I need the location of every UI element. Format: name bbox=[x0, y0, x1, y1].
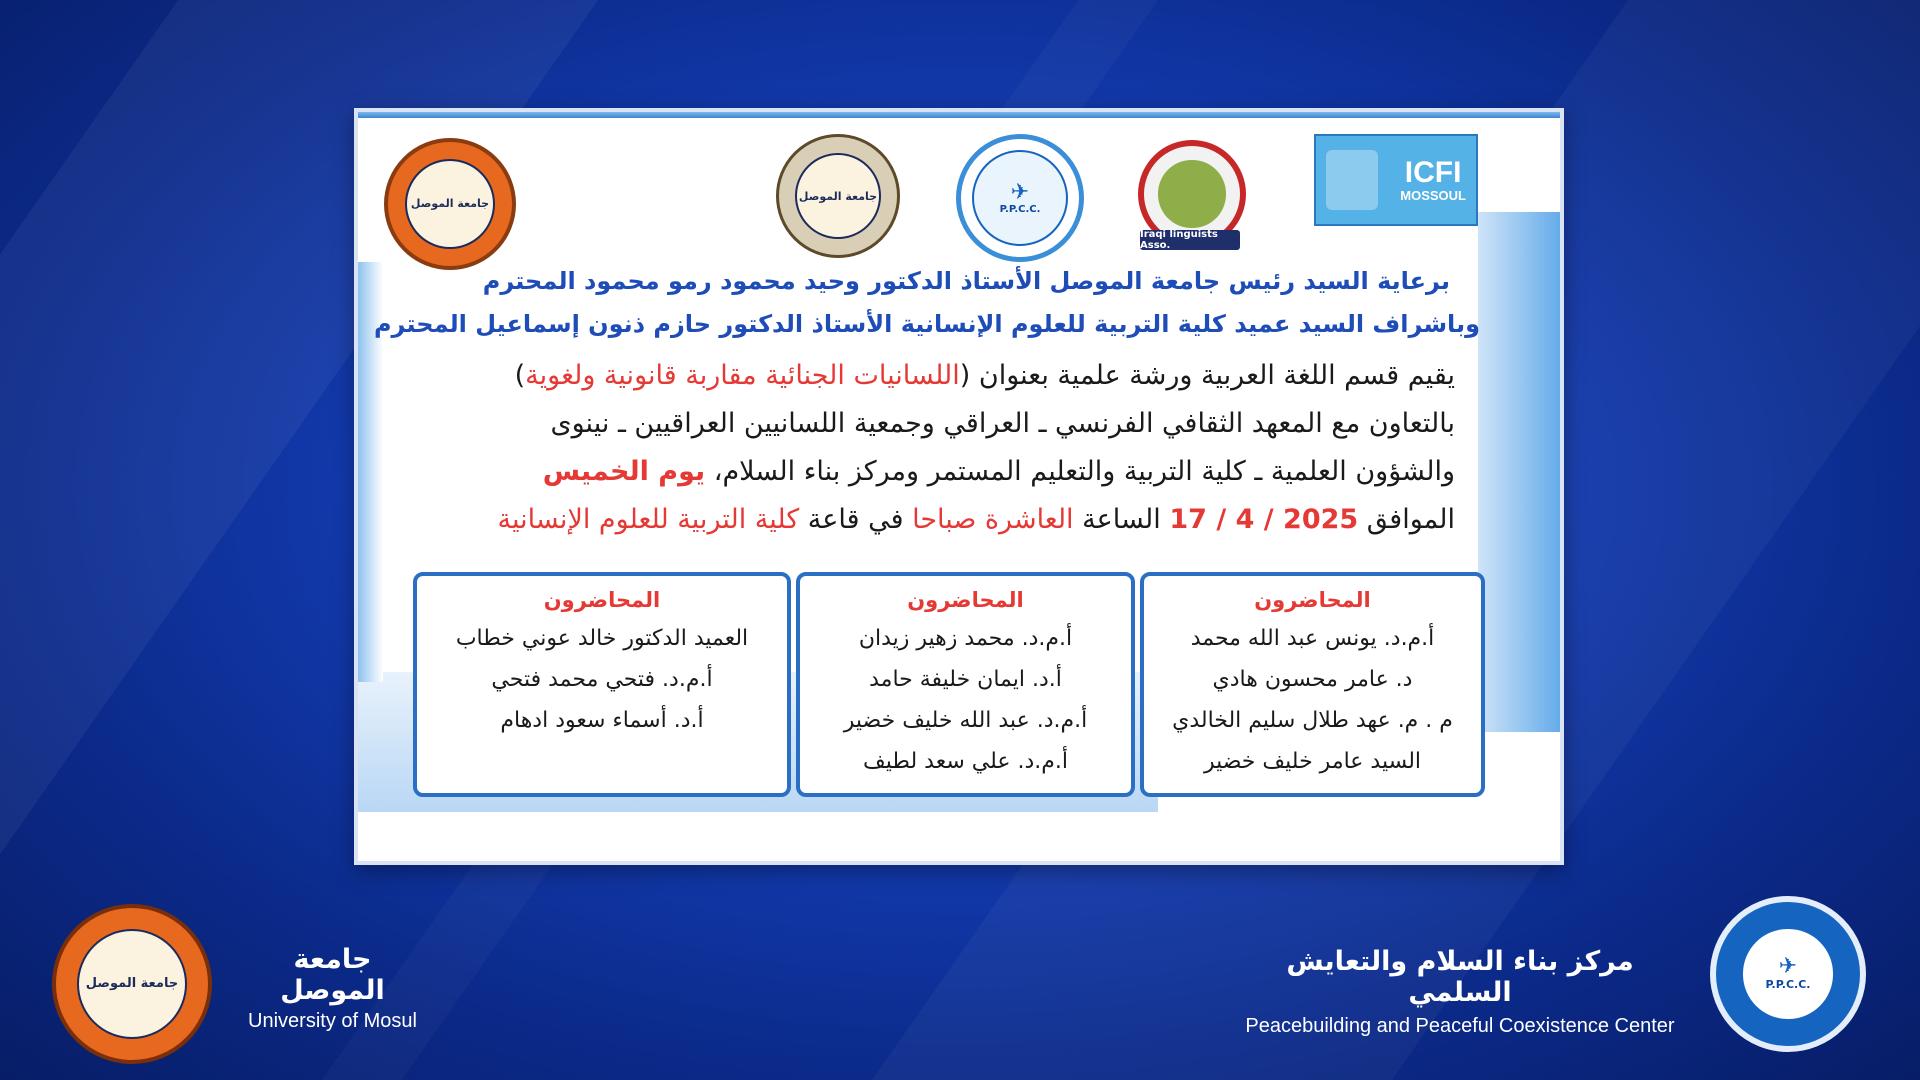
event-time: العاشرة صباحا bbox=[912, 504, 1074, 535]
lecturer-name: أ.د. ايمان خليفة حامد bbox=[869, 667, 1062, 692]
lecturer-name: السيد عامر خليف خضير bbox=[1203, 749, 1422, 774]
body-line-1: يقيم قسم اللغة العربية ورشة علمية بعنوان (اللسانيات الجنائية مقاربة قانونية ولغوية) bbox=[514, 360, 1455, 391]
iraqi-linguists-label: Iraqi linguists Asso. bbox=[1140, 230, 1240, 250]
footer-ppcc-logo-text: P.P.C.C. bbox=[1765, 978, 1811, 992]
event-day: يوم الخميس bbox=[542, 456, 706, 487]
card-decoration bbox=[358, 112, 1564, 118]
lecturer-name: أ.م.د. يونس عبد الله محمد bbox=[1190, 626, 1435, 651]
lecturer-name: أ.د. أسماء سعود ادهام bbox=[500, 708, 704, 733]
card-decoration bbox=[1478, 212, 1564, 732]
footer-ppcc-caption bbox=[1230, 946, 1690, 1038]
faculty-logo-emblem: جامعة الموصل bbox=[795, 153, 882, 240]
mosul-logo-emblem: جامعة الموصل bbox=[405, 159, 496, 250]
lecturer-name: أ.م.د. عبد الله خليف خضير bbox=[843, 708, 1088, 733]
ppcc-logo-text: P.P.C.C. bbox=[999, 203, 1041, 215]
footer-mosul-english: University of Mosul bbox=[248, 1010, 417, 1032]
body-line-3: والشؤون العلمية ـ كلية التربية والتعليم المستمر ومركز بناء السلام، يوم الخميس bbox=[542, 456, 1455, 487]
dove-icon: ✈ bbox=[1778, 954, 1798, 980]
dove-icon: ✈ bbox=[1010, 179, 1030, 205]
body-line-2: بالتعاون مع المعهد الثقافي الفرنسي ـ العراقي وجمعية اللسانيين العراقيين ـ نينوى bbox=[550, 408, 1455, 439]
lecturer-name: أ.م.د. علي سعد لطيف bbox=[863, 749, 1068, 774]
lamassu-icon bbox=[1326, 150, 1378, 210]
lecturers-box-1 bbox=[1140, 572, 1485, 797]
footer-ppcc-english: Peacebuilding and Peaceful Coexistence Center bbox=[1245, 1015, 1675, 1037]
lecturers-box-2 bbox=[796, 572, 1135, 797]
icfi-logo-title: ICFI bbox=[1404, 155, 1462, 189]
ppcc-logo bbox=[956, 134, 1084, 262]
lecturers-heading: المحاضرون bbox=[543, 588, 661, 612]
lecturer-name: أ.م.د. محمد زهير زيدان bbox=[858, 626, 1073, 651]
lecturers-heading: المحاضرون bbox=[907, 588, 1024, 612]
footer-ppcc-logo bbox=[1710, 896, 1866, 1052]
patronage-line: برعاية السيد رئيس جامعة الموصل الأستاذ الدكتور وحيد محمود رمو محمود المحترم bbox=[482, 267, 1450, 295]
icfi-logo bbox=[1314, 134, 1478, 226]
icfi-logo-subtitle: MOSSOUL bbox=[1400, 187, 1466, 203]
footer-mosul-arabic: جامعة الموصل bbox=[280, 944, 385, 1006]
footer-mosul-emblem: جامعة الموصل bbox=[77, 929, 187, 1039]
lecturer-name: د. عامر محسون هادي bbox=[1212, 667, 1413, 692]
footer-ppcc-arabic: مركز بناء السلام والتعايش السلمي bbox=[1286, 946, 1634, 1008]
university-of-mosul-logo bbox=[384, 138, 516, 270]
event-date: 17 / 4 / 2025 bbox=[1169, 504, 1359, 535]
lecturers-heading: المحاضرون bbox=[1254, 588, 1371, 612]
announcement-body bbox=[435, 352, 1455, 544]
workshop-title: اللسانيات الجنائية مقاربة قانونية ولغوية bbox=[525, 360, 960, 391]
event-hall: كلية التربية للعلوم الإنسانية bbox=[497, 504, 800, 535]
iraq-map-icon bbox=[1158, 160, 1225, 227]
footer-mosul-logo bbox=[52, 904, 212, 1064]
announcement-card bbox=[354, 108, 1564, 865]
lecturer-name: العميد الدكتور خالد عوني خطاب bbox=[455, 626, 749, 651]
faculty-logo bbox=[776, 134, 900, 258]
lecturer-name: أ.م.د. فتحي محمد فتحي bbox=[491, 667, 713, 692]
lecturer-name: م . م. عهد طلال سليم الخالدي bbox=[1172, 708, 1453, 733]
supervision-line: وباشراف السيد عميد كلية التربية للعلوم الإنسانية الأستاذ الدكتور حازم ذنون إسماعيل المحترم bbox=[373, 310, 1480, 338]
footer-mosul-caption bbox=[240, 944, 425, 1033]
body-line-4: الموافق 17 / 4 / 2025 الساعة العاشرة صباحا في قاعة كلية التربية للعلوم الإنسانية bbox=[497, 504, 1455, 535]
lecturers-box-3 bbox=[413, 572, 791, 797]
